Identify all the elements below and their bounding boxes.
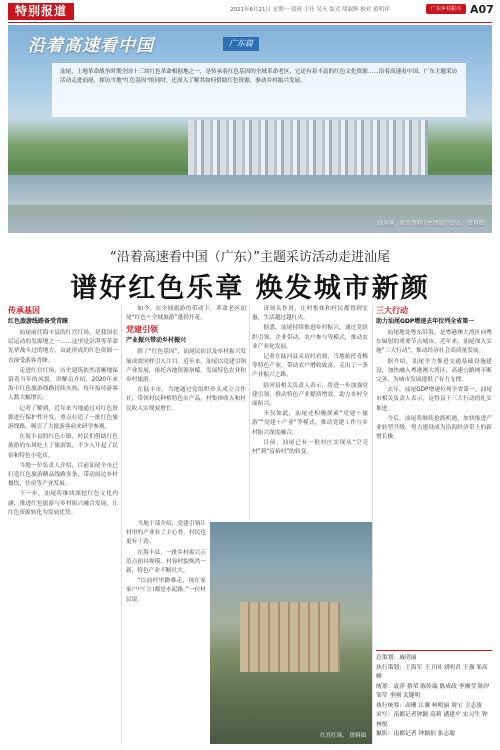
section-subtitle: 助力汕尾GDP增速去年位列全省第一: [376, 318, 475, 325]
paragraph: 记者在陆河县采访时看到，当地依托青梅等特色产业，带动农户增收致富，走出了一条产业振兴之路。: [252, 354, 368, 379]
paragraph: 陆河县相关负责人表示，将进一步加强党建引领，推动特色产业提质增效，助力乡村全面振兴。: [252, 382, 368, 408]
section-logo: 特别报道: [8, 3, 74, 20]
column-party-building-cont: [126, 520, 206, 744]
section-title: 三大行动: [376, 306, 408, 315]
main-headline: 谱好红色乐章 焕发城市新颜: [70, 273, 430, 304]
paragraph: 下一步，汕尾将继续深挖红色文化内涵，推进红色旅游与乡村振兴融合发展，让红色资源转化为发展优势。: [8, 491, 118, 516]
credit-line: 摄影：南都记者 钟颖拍 张志聪: [376, 731, 456, 737]
paragraph: 汕尾地处粤东沿海，是粤港澳大湾区向粤东辐射的重要节点城市。近年来，汕尾深入实施“三大行动”，推动经济社会高质量发展。: [376, 330, 492, 355]
column-industry: [252, 305, 368, 545]
credit-line: 总策划：戚明丽: [376, 655, 417, 661]
section-subtitle: 产业振兴带动乡村振兴: [126, 337, 187, 345]
column-party-building: [126, 305, 246, 517]
paragraph: 在海丰县，一批乡村振兴示范点初具规模，村容村貌焕然一新，特色产业不断壮大。: [126, 549, 206, 575]
section-subtitle: 红色旅游线路备受青睐: [8, 318, 69, 325]
column-divider: [249, 305, 250, 520]
section-title: 党建引领: [126, 325, 158, 335]
hero-subtitle: 广东篇: [223, 37, 259, 51]
column-heritage: [8, 305, 118, 745]
column-three-actions: [376, 305, 492, 645]
paragraph: 汕尾前往海丰县的红宫红场，是我国农民运动的发源地之一……这里是彭湃等革命先辈战斗过的地方，由此形成的红色资源一直深受游客青睐。: [8, 330, 118, 364]
building-image: [240, 602, 340, 672]
paragraph: 据悉，汕尾持续推进乡村振兴，通过党组织引领、企业带动、农户参与等模式，推动农业产业化发展。: [252, 325, 368, 350]
photo-caption: 红宫红场。 资料图: [320, 733, 366, 739]
column-divider: [121, 305, 122, 745]
paragraph: 当地干部介绍，党建引领让村里的产业有了主心骨，村民也更有干劲。: [126, 521, 206, 546]
issue-meta: 2021年6月21日 星期一 值班 主任 吴天 版式 胡淑辉 校对 黄明祥: [230, 7, 390, 13]
hero-banner: [8, 25, 492, 233]
harbor-water-image: [8, 175, 492, 205]
hero-title: 沿着高速看中国: [28, 36, 154, 56]
paragraph: 据介绍，汕尾全力推进交通基础设施建设，加快融入粤港澳大湾区，高速公路网不断完善，为城市发展提供了有力支撑。: [376, 358, 492, 384]
paragraph: “以前村里路难走，现在家家户户门口都是水泥路。”一位村民说。: [126, 578, 206, 603]
column-divider: [372, 305, 373, 745]
section-badge: 广东乡村振兴: [426, 4, 466, 14]
paragraph: 当地一位负责人介绍，目前汕尾全市已打造红色旅游精品线路多条，带动周边乡村餐饮、住宿等产业发展。: [8, 462, 118, 488]
city-skyline-image: [188, 120, 428, 180]
red-palace-photo: [210, 522, 372, 744]
paragraph: 在海丰县的红色小镇，村民们借助红色旅游的东风吃上了旅游饭，不少人开起了民宿和特色小吃店。: [8, 434, 118, 459]
paragraph: 记者了解到，近年来当地通过对红色资源进行保护性开发，重点打造了一批红色旅游线路，吸引了大批游客前来研学参观。: [8, 405, 118, 431]
staff-credits: [376, 650, 492, 740]
paragraph: 在陆丰市，当地通过党组织牵头成立合作社，带领村民种植特色农产品，村集体收入和村民收入实现双增长。: [126, 387, 246, 412]
paragraph: 如今，在全域旅游的带动下，革命老区汕尾“红色＋全域旅游”蓬勃开花。: [126, 306, 246, 322]
hero-caption: 汕尾港，紧靠渔港历史渔船停泊处。 资料图: [377, 221, 484, 227]
header-divider: [8, 22, 492, 23]
paragraph: 除了“红色基因”，汕尾民宿以及乡村振兴发展成效同样引人注目。近年来，汕尾以党建引领产业发展，依托各地资源禀赋，发展特色农业和乡村旅游。: [126, 349, 246, 384]
page-header: [0, 0, 500, 22]
section-title: 传承基因: [8, 306, 40, 315]
hero-intro: 汕尾，土地革命战争时期全国十三块红色革命根据地之一，是传承着红色基因的全域革命老区，它还有着丰富的红色文化资源……沿着高速看中国，广东主题采访活动走进汕尾，探访当地"红色基因"的同时，还深入了解其如何借助红色资源，驱动乡村振兴发展。: [52, 63, 466, 117]
credit-line: 执行策划：王海军 王卫国 刘明君 王强 邹高峰: [376, 664, 488, 680]
kicker-line: “沿着高速看中国（广东）”主题采访活动走进汕尾: [110, 250, 390, 265]
paragraph: 济领头作用，让村集体和村民都得到实惠，生活越过越红火。: [252, 306, 368, 322]
page-number: A07: [470, 3, 494, 16]
paragraph: 目前，汕尾已有一批村庄实现从“空壳村”到“富裕村”的转变。: [252, 439, 368, 456]
paragraph: 去年，汕尾GDP增速位列全省第一。汕尾市相关负责人表示，这得益于三大行动的扎实推进。: [376, 387, 492, 412]
paragraph: 不仅如此，汕尾还积极探索“党建＋旅游”“党建＋产业”等模式，推动党建工作与乡村振兴深度融合。: [252, 411, 368, 436]
paragraph: 今后，汕尾将继续抢抓机遇，加快推进产业转型升级，努力建设成为沿海经济带上的新增长极。: [376, 415, 492, 441]
credit-line: 统筹：袁萍 蔡荣 陈传瑞 陈成政 李湘莹 陈岸 邹莹 李刚 关键明: [376, 683, 490, 699]
paragraph: 走进红宫红场，历史建筑依然清晰地保留着当年的风貌。讲解员介绍，2020年来海丰红色旅游线路持续火热，每年接待游客人数大幅增长。: [8, 367, 118, 402]
credit-line: 采写：南都记者钟颖 高莉 潘建平 实习生 钟林悦: [376, 712, 488, 728]
credit-line: 执行统筹：高珊 江翼 柯明丽 周宝 卫志浚: [376, 702, 482, 709]
